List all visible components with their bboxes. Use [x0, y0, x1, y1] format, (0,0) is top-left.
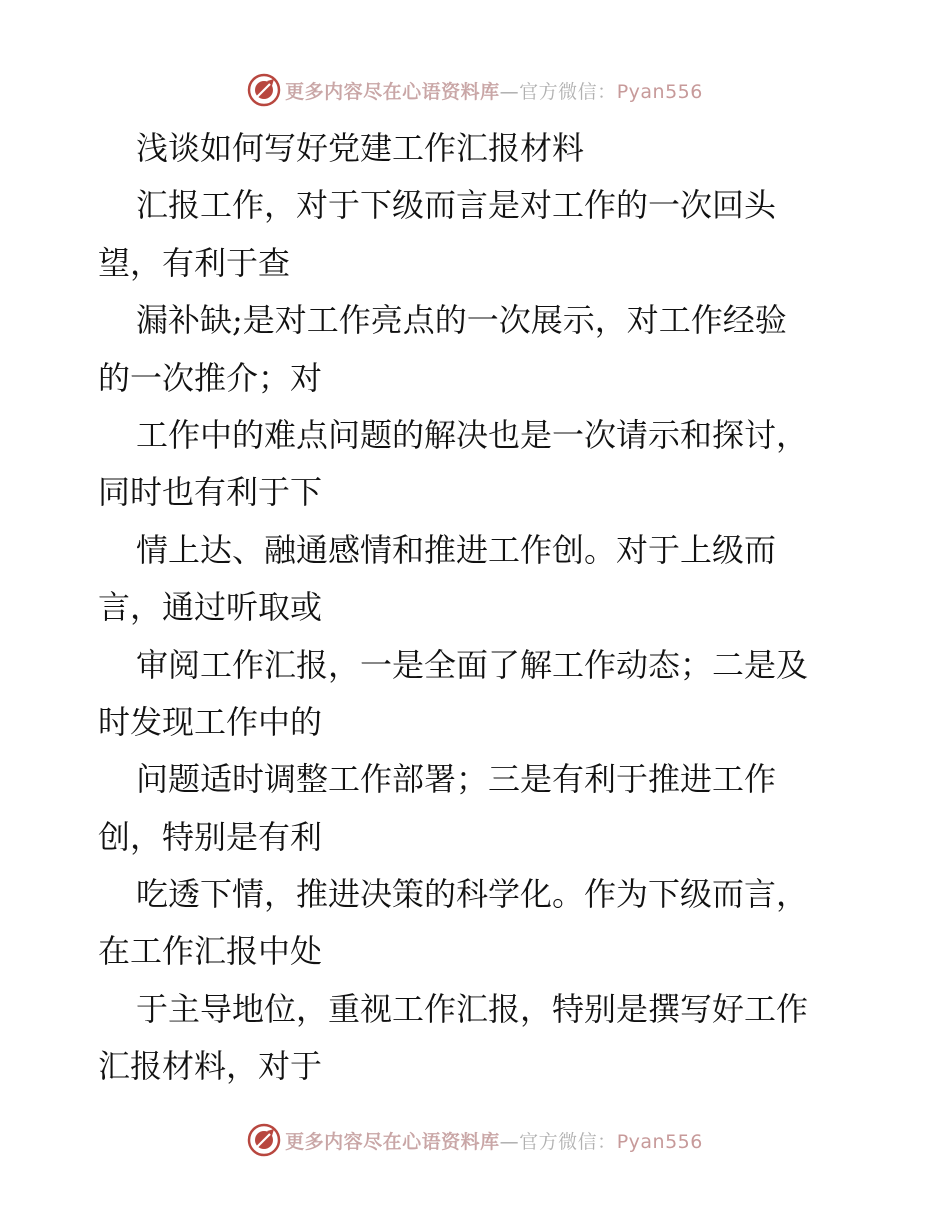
banner-separator: — [499, 1130, 520, 1153]
document-line: 汇报工作，对于下级而言是对工作的一次回头 [136, 186, 777, 225]
brand-logo-icon [247, 1123, 281, 1157]
document-line: 言，通过听取或 [98, 588, 323, 627]
document-line: 漏补缺;是对工作亮点的一次展示，对工作经验 [136, 301, 787, 340]
document-line: 工作中的难点问题的解决也是一次请示和探讨， [136, 415, 809, 454]
document-line: 同时也有利于下 [98, 473, 323, 512]
banner-wechat-id: Pyan556 [616, 1130, 703, 1153]
banner-main-text: 更多内容尽在心语资料库 [285, 1130, 500, 1153]
banner-wechat-label: 官方微信： [519, 1130, 617, 1153]
banner-main-text: 更多内容尽在心语资料库 [285, 80, 500, 103]
footer-watermark-banner [0, 1122, 950, 1158]
document-line: 审阅工作汇报，一是全面了解工作动态；二是及 [136, 645, 809, 684]
banner-wechat-id: Pyan556 [616, 80, 703, 103]
document-line: 情上达、融通感情和推进工作创。对于上级而 [136, 530, 777, 569]
document-line: 望，有利于查 [98, 243, 291, 282]
header-watermark-banner [0, 72, 950, 108]
document-title: 浅谈如何写好党建工作汇报材料 [136, 129, 585, 167]
document-line: 的一次推介；对 [98, 358, 323, 397]
banner-wechat-label: 官方微信： [519, 80, 617, 103]
document-line: 问题适时调整工作部署；三是有利于推进工作 [136, 760, 777, 799]
brand-logo-icon [247, 73, 281, 107]
document-line: 在工作汇报中处 [98, 932, 323, 971]
document-line: 汇报材料，对于 [98, 1047, 323, 1086]
banner-separator: — [499, 80, 520, 103]
document-line: 创，特别是有利 [98, 817, 323, 856]
document-line: 时发现工作中的 [98, 702, 323, 741]
document-line: 吃透下情，推进决策的科学化。作为下级而言， [136, 875, 809, 914]
document-line: 于主导地位，重视工作汇报，特别是撰写好工作 [136, 989, 809, 1028]
document-body [98, 120, 858, 1096]
